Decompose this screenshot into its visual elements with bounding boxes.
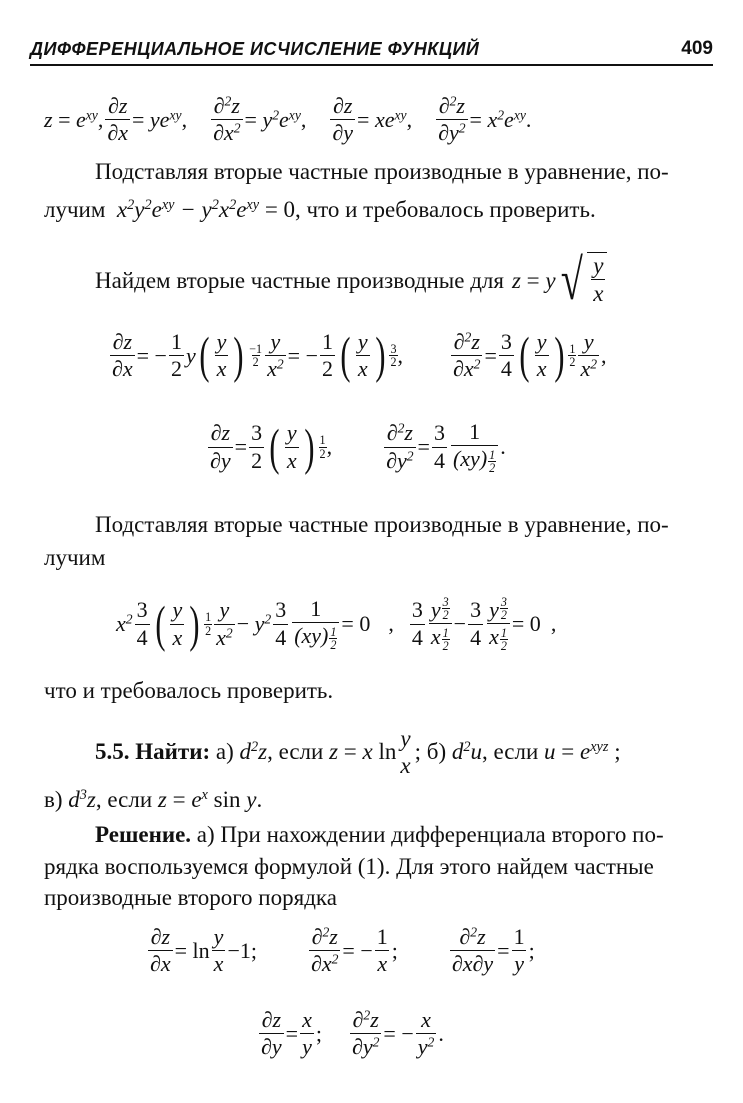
text-fragment: , если [95,787,153,812]
formula-derivatives-y: $\frac{\partial z}{\partial y}$ = $\frac{3}{2}$ ( $\frac{y}{x}$ ) 1 2 , $\frac{\partial^2z}{\partial y^2}$ = $\frac{3}{4}$ 1 (xy) $\frac{1}{2}$ . [210,418,506,476]
problem-statement: 5.5. Найти: а) $d^2z$ , если z = x ln y x ; б) $d^2u$ , если u = $e^{xyz}$ ; [95,726,621,779]
text-fragment: , что и требовалось проверить. [295,197,596,222]
text-fragment: , если [267,739,324,765]
paragraph-line-with-formula: лучим $x^2y^2e^{xy} - y^2x^2e^{xy} = 0$, что и требовалось проверить. [44,197,596,222]
paragraph-line [95,820,664,850]
text-fragment: ; б) [414,739,447,765]
paragraph-line-with-formula: в) $d^3z$, если $z = e^x$ sin y. [44,787,263,812]
text-fragment: а) [215,739,234,765]
paragraph-line: рядка воспользуемся формулой (1). Для этого найдем частные [44,854,654,879]
text-fragment: а) При нахождении дифференциала второго по- [196,822,664,847]
text-fragment: ; [614,739,621,765]
problem-number: 5.5. [95,739,130,765]
text-fragment: лучим [44,197,106,222]
solution-label: Решение. [95,822,192,847]
formula-derivatives-x: $\frac{\partial z}{\partial x}$ = − $\frac{1}{2}$ y ( $\frac{y}{x}$ ) −1 2 $\frac{y}{x^2}$ = − $\frac{1}{2}$ ( $\frac{y}{x}$ ) 3 2 , $\frac{\partial^2z}{\partial x^2}$ = $\frac{3}{4}$ ( $\frac{y}{x}$ ) 1 2 $\frac{y}{x^2}$ , [112,327,607,384]
paragraph-line-with-formula: Найдем вторые частные производные для z = y √ $\frac{y}{x}$ [95,252,607,310]
formula-log-derivatives-x: $\frac{\partial z}{\partial x}$ = ln $\frac{y}{x}$ −1; $\frac{\partial^2z}{\partial x^2}$ = − $\frac{1}{x}$ ; $\frac{\partial^2z}{\partial x\partial y}$ = $\frac{1}{y}$ ; [150,924,535,977]
formula-log-derivatives-y: $\frac{\partial z}{\partial y}$ = $\frac{x}{y}$ ; $\frac{\partial^2z}{\partial y^2}$ = − $\frac{x}{y^2}$ . [261,1007,444,1060]
running-header [30,34,713,66]
header-title: ДИФФЕРЕНЦИАЛЬНОЕ ИСЧИСЛЕНИЕ ФУНКЦИЙ [30,39,480,59]
paragraph-line: производные второго порядка [44,885,337,910]
paragraph-line: что и требовалось проверить. [44,678,334,703]
formula-substitution: $x^2$ $\frac{3}{4}$ ( $\frac{y}{x}$ ) 1 2 $\frac{y}{x^2}$ − $y^2$ $\frac{3}{4}$ 1 (xy) $\frac{1}{2}$ = 0 , $\frac{3}{4}$ y $\frac{3}{2}$ x $\frac{1}{2}$ − $\frac{3}{4}$ y $\frac{3}{2}$ x $\frac{1}{2}$ = 0 , [116,595,557,653]
formula-first-derivatives-exy: z = $e^{xy}$ , $\frac{\partial z}{\partial x}$ = $ye^{xy}$ , $\frac{\partial^2z}{\partial x^2}$ = $y^2e^{xy}$ , $\frac{\partial z}{\partial y}$ = $xe^{xy}$ , $\frac{\partial^2z}{\partial y^2}$ = $x^2e^{xy}$ . [44,93,532,146]
paragraph-line: лучим [44,545,106,570]
paragraph-line: Подставляя вторые частные производные в уравнение, по- [95,512,669,537]
problem-label: Найти: [135,739,211,765]
page-number: 409 [681,38,713,59]
text-fragment: , если [482,739,539,765]
text-fragment: в) [44,787,63,812]
paragraph-line: Подставляя вторые частные производные в уравнение, по- [95,159,669,184]
text-fragment: Найдем вторые частные производные для [95,267,504,293]
